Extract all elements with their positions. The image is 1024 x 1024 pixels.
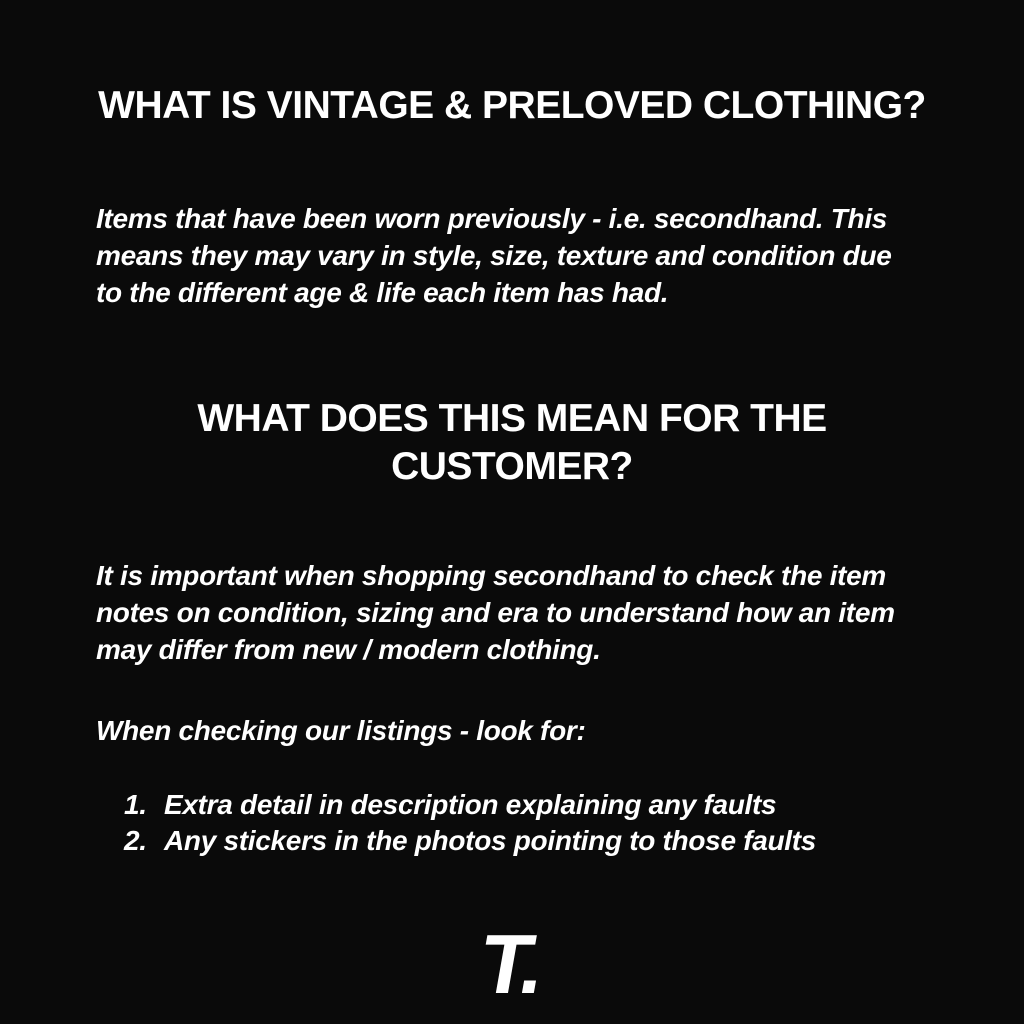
- intro-paragraph-line: to the different age & life each item has had.: [96, 277, 669, 308]
- customer-paragraph-line: may differ from new / modern clothing.: [96, 634, 601, 665]
- checklist-item: [124, 823, 964, 859]
- intro-paragraph-line: Items that have been worn previously - i.e. secondhand. This: [96, 203, 888, 234]
- section-title-line: CUSTOMER?: [391, 445, 633, 488]
- checklist-item: [124, 787, 964, 823]
- section-title: [60, 395, 964, 491]
- checklist-item-text: Extra detail in description explaining any faults: [164, 789, 777, 820]
- customer-paragraph: [96, 557, 928, 668]
- page-title: WHAT IS VINTAGE & PRELOVED CLOTHING?: [98, 84, 926, 127]
- listings-intro: When checking our listings - look for:: [96, 715, 586, 746]
- checklist: [124, 787, 964, 859]
- customer-paragraph-line: It is important when shopping secondhand to check the item: [96, 560, 887, 591]
- section-title-line: WHAT DOES THIS MEAN FOR THE: [197, 397, 827, 440]
- checklist-item-number: 1.: [124, 789, 147, 820]
- intro-paragraph: [96, 200, 928, 311]
- checklist-item-number: 2.: [124, 825, 147, 856]
- customer-paragraph-line: notes on condition, sizing and era to understand how an item: [96, 597, 895, 628]
- brand-logo: T.: [473, 917, 551, 1011]
- checklist-item-text: Any stickers in the photos pointing to those faults: [164, 825, 817, 856]
- intro-paragraph-line: means they may vary in style, size, texture and condition due: [96, 240, 892, 271]
